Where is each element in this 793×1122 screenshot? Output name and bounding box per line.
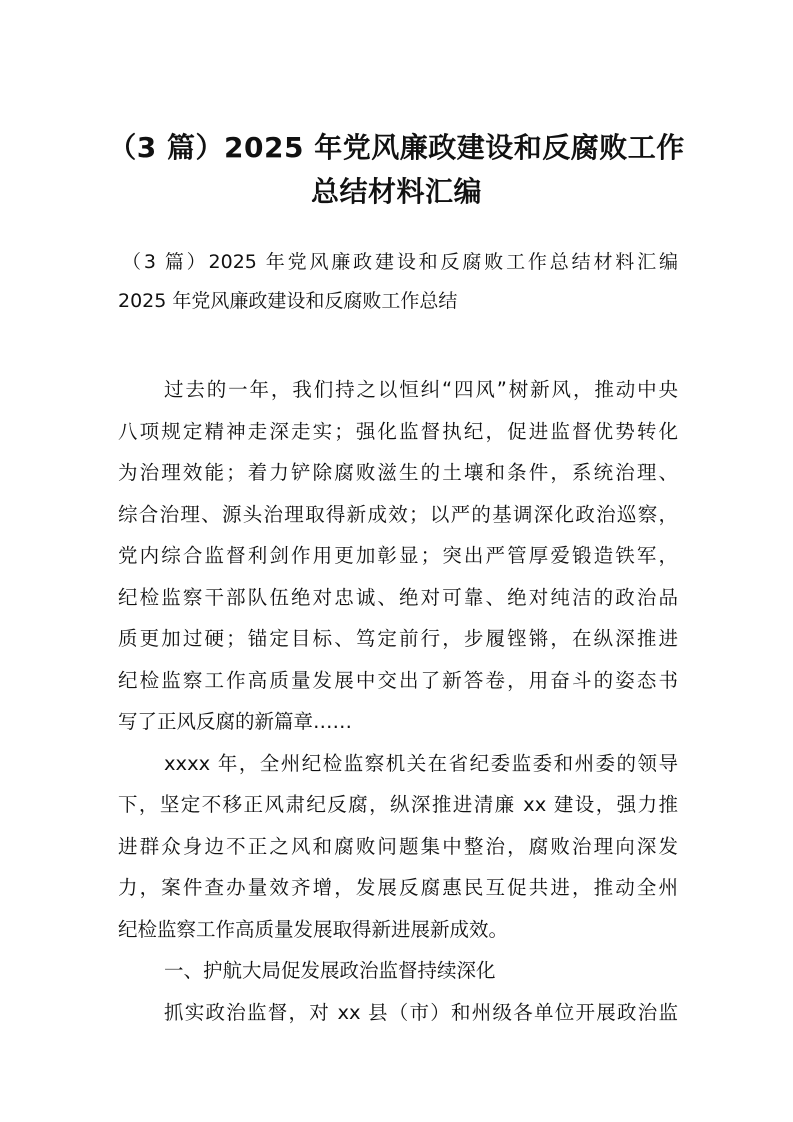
- document-body: [118, 369, 678, 1033]
- document-subtitle: [118, 243, 678, 321]
- paragraph-line: 下，坚定不移正风肃纪反腐，纵深推进清廉 xx 建设，强力推: [118, 793, 678, 816]
- paragraph-line: 写了正风反腐的新篇章……: [118, 710, 353, 733]
- paragraph-line: 综合治理、源头治理取得新成效；以严的基调深化政治巡察，: [118, 502, 678, 526]
- paragraph-line: 力，案件查办量效齐增，发展反腐惠民互促共进，推动全州: [118, 876, 678, 899]
- paragraph-line: 纪检监察工作高质量发展取得新进展新成效。: [118, 917, 509, 941]
- document-title: [0, 126, 793, 214]
- paragraph-line: 八项规定精神走深走实；强化监督执纪，促进监督优势转化: [118, 419, 678, 443]
- paragraph-line: 为治理效能；着力铲除腐败滋生的土壤和条件，系统治理、: [118, 461, 678, 484]
- paragraph-line: 进群众身边不正之风和腐败问题集中整治，腐败治理向深发: [118, 834, 678, 858]
- paragraph-line: 纪检监察干部队伍绝对忠诚、绝对可靠、绝对纯洁的政治品: [118, 585, 678, 609]
- title-line: 总结材料汇编: [310, 175, 482, 208]
- paragraph-line: 抓实政治监督，对 xx 县（市）和州级各单位开展政治监: [164, 1000, 678, 1024]
- paragraph-line: xxxx 年，全州纪检监察机关在省纪委监委和州委的领导: [164, 751, 678, 775]
- subtitle-line: （3 篇）2025 年党风廉政建设和反腐败工作总结材料汇编: [122, 251, 678, 273]
- section-heading: 一、护航大局促发展政治监督持续深化: [164, 959, 496, 982]
- paragraph-line: 纪检监察工作高质量发展中交出了新答卷，用奋斗的姿态书: [118, 668, 678, 692]
- paragraph-line: 过去的一年，我们持之以恒纠“四风”树新风，推动中央: [164, 378, 678, 401]
- paragraph-line: 党内综合监督利剑作用更加彰显；突出严管厚爱锻造铁军，: [118, 544, 678, 567]
- subtitle-line: 2025 年党风廉政建设和反腐败工作总结: [118, 290, 458, 312]
- paragraph-line: 质更加过硬；锚定目标、笃定前行，步履铿锵，在纵深推进: [118, 627, 678, 650]
- title-line: （3 篇）2025 年党风廉政建设和反腐败工作: [108, 131, 685, 164]
